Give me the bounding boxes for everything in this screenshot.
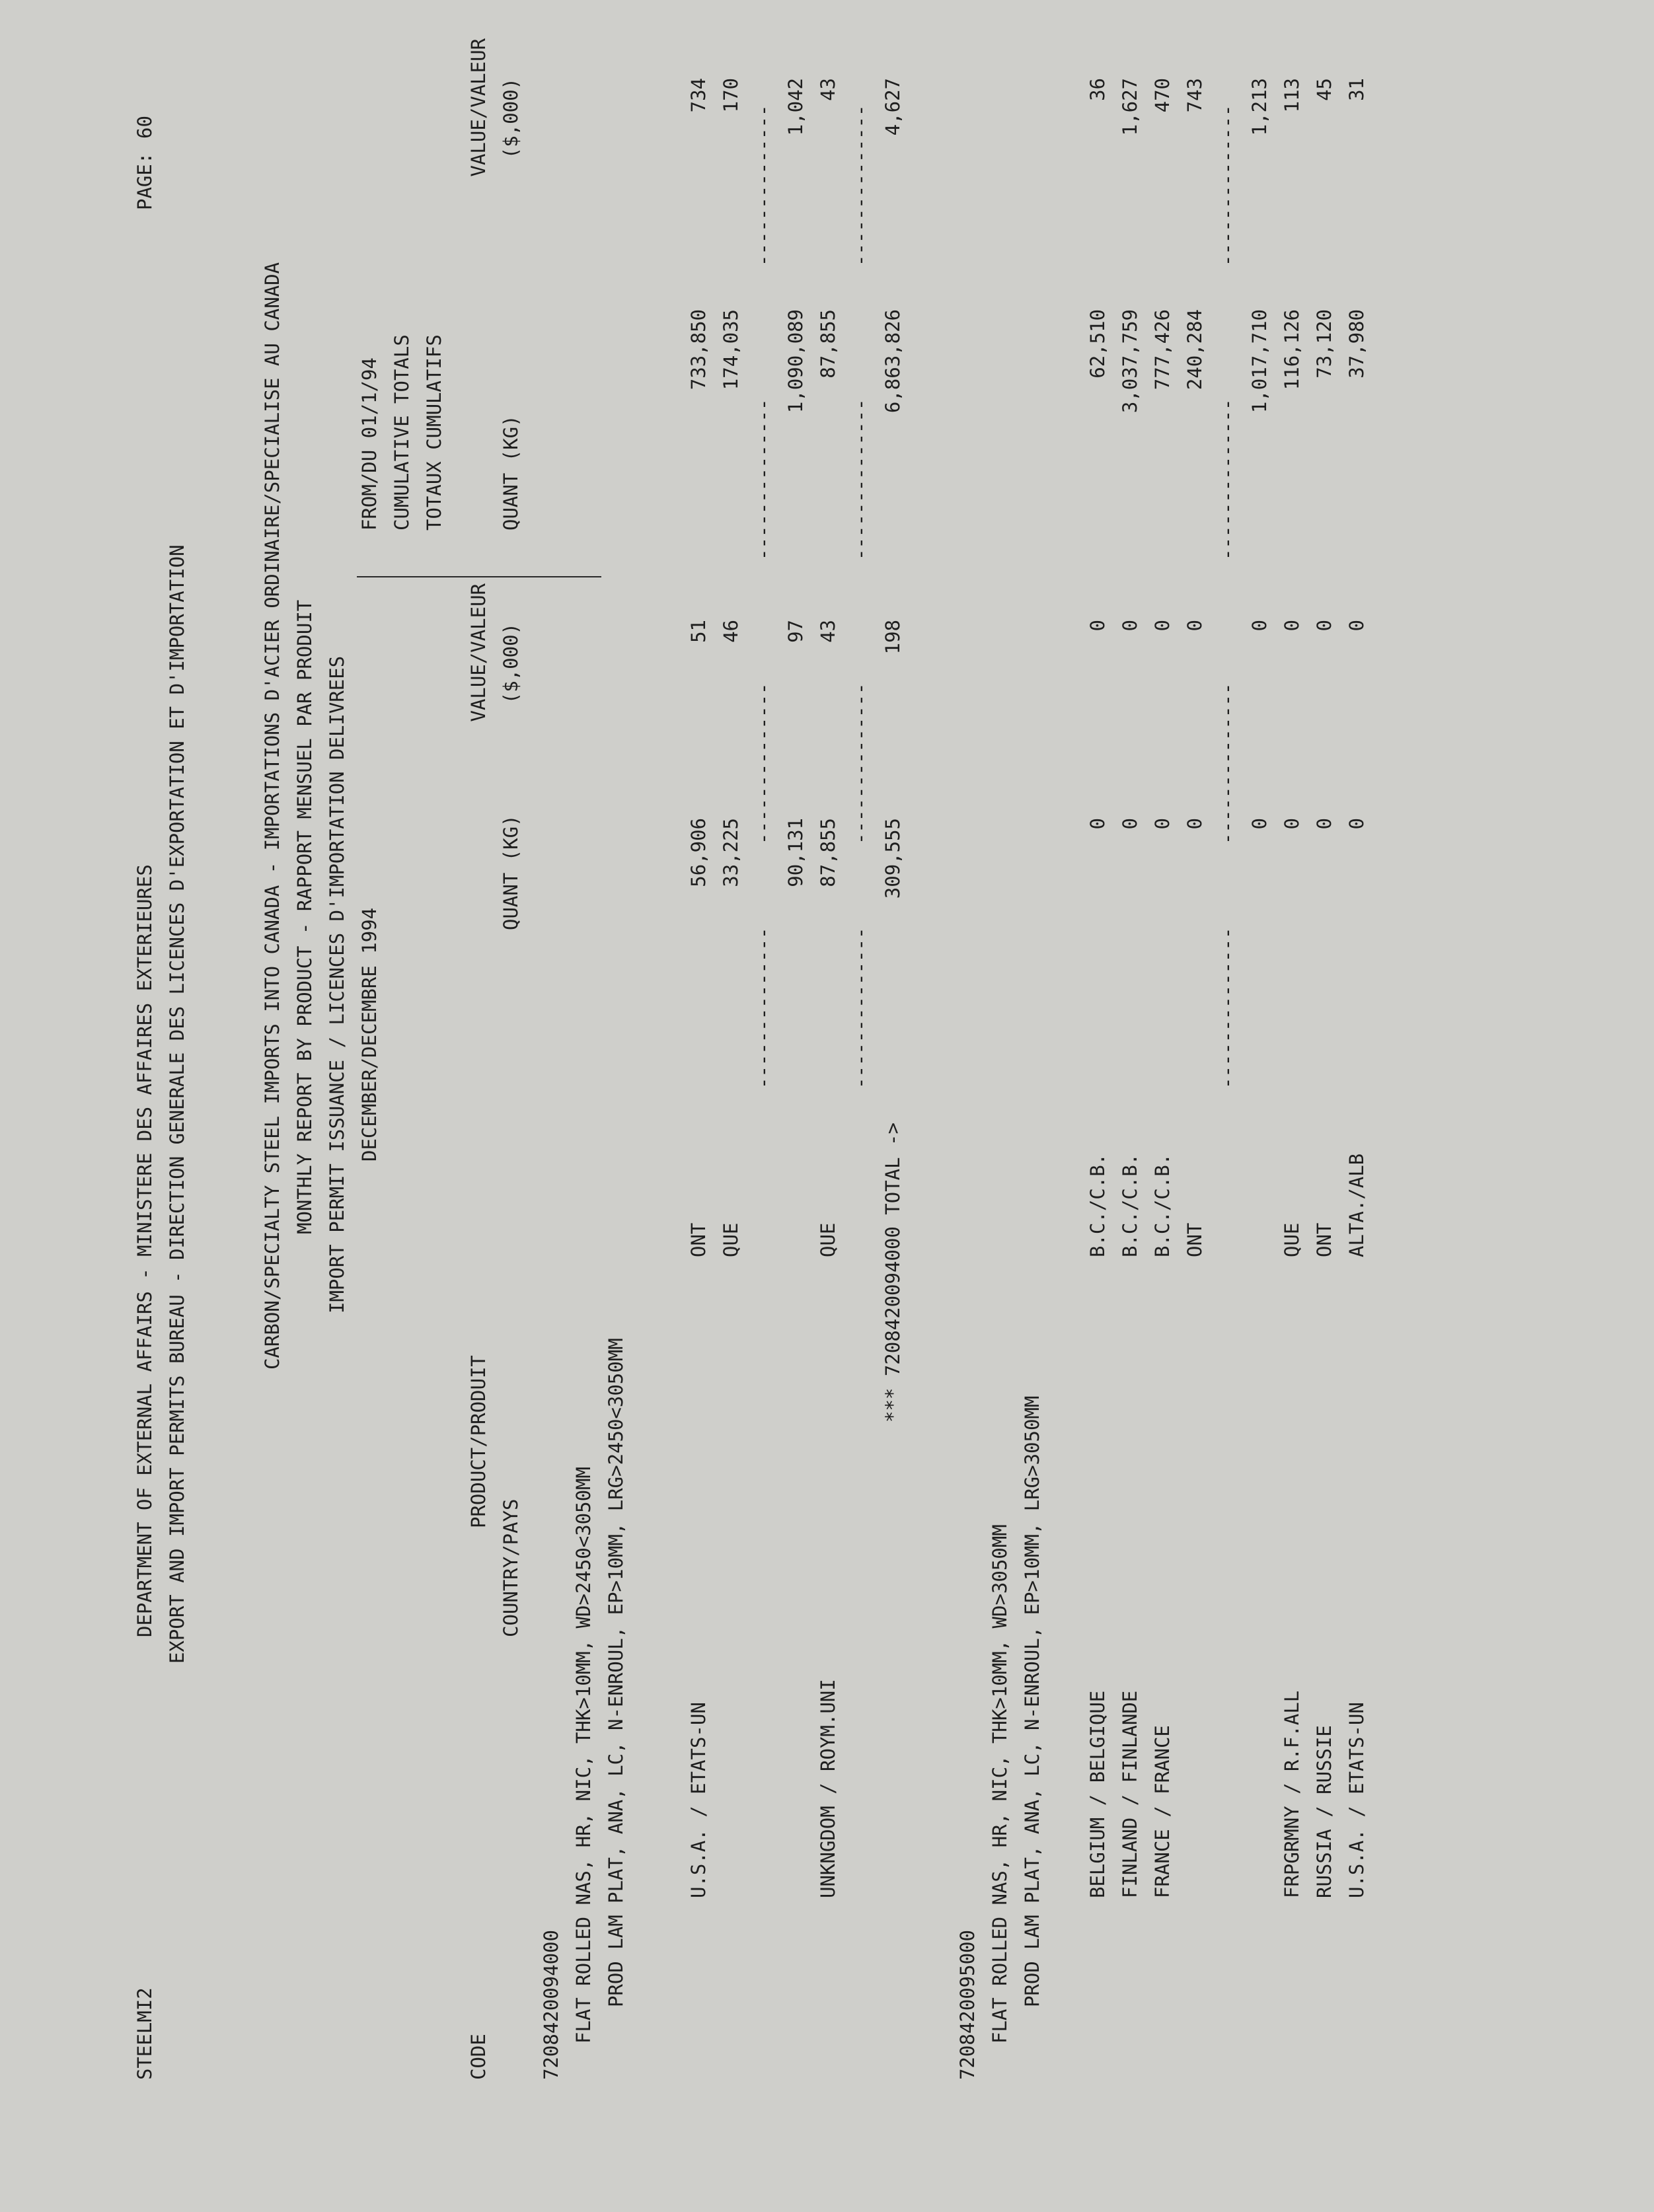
total-cum-quant: 6,863,826 — [882, 309, 904, 414]
col-code: CODE — [467, 2034, 490, 2080]
cum-value-cell: 470 — [1151, 78, 1174, 113]
cum-value-cell: 113 — [1281, 78, 1303, 113]
separator: -------------- — [849, 927, 872, 1089]
country-cell: BELGIUM / BELGIQUE — [1086, 1690, 1109, 1898]
cumulative-from: FROM/DU 01/1/94 — [358, 357, 381, 531]
title-line-2: MONTHLY REPORT BY PRODUCT - RAPPORT MENSUEL PAR PRODUIT — [293, 599, 316, 1234]
province-cell: QUE — [817, 1222, 839, 1257]
col-product: PRODUCT/PRODUIT — [467, 1355, 490, 1528]
country-cell: FRANCE / FRANCE — [1151, 1725, 1174, 1898]
cum-quant-cell: 37,980 — [1345, 309, 1368, 379]
cum-quant-cell: 777,426 — [1151, 309, 1174, 390]
subtotal-quant: 0 — [1248, 818, 1271, 830]
quant-cell: 0 — [1151, 818, 1174, 830]
col-quant-cum: QUANT (KG) — [500, 415, 522, 531]
province-cell: ALTA./ALB — [1345, 1153, 1368, 1257]
cum-quant-cell: 240,284 — [1184, 309, 1206, 390]
col-value-cum: VALUE/VALEUR — [467, 38, 490, 177]
cum-value-cell: 43 — [817, 78, 839, 101]
separator: -------------- — [1216, 682, 1238, 844]
quant-cell: 33,225 — [720, 818, 742, 887]
subtotal-cum-value: 1,213 — [1248, 78, 1271, 136]
province-cell: B.C./C.B. — [1119, 1153, 1141, 1257]
title-line-3: IMPORT PERMIT ISSUANCE / LICENCES D'IMPORTATION DELIVREES — [326, 655, 348, 1313]
separator: -------------- — [849, 398, 872, 560]
quant-cell: 0 — [1281, 818, 1303, 830]
quant-cell: 56,906 — [687, 818, 710, 887]
province-cell: QUE — [1281, 1222, 1303, 1257]
cum-quant-cell: 62,510 — [1086, 309, 1109, 379]
subtotal-cum-value: 1,042 — [784, 78, 807, 136]
quant-cell: 0 — [1313, 818, 1335, 830]
value-cell: 0 — [1184, 620, 1206, 632]
quant-cell: 0 — [1345, 818, 1368, 830]
quant-cell: 87,855 — [817, 818, 839, 887]
separator: -------------- — [752, 104, 774, 266]
cum-quant-cell: 87,855 — [817, 309, 839, 379]
header-line-1: DEPARTMENT OF EXTERNAL AFFAIRS - MINISTERE DES AFFAIRES EXTERIEURES — [133, 864, 156, 1637]
cumulative-divider — [357, 576, 601, 577]
value-cell: 0 — [1313, 620, 1335, 632]
cum-value-cell: 1,627 — [1119, 78, 1141, 136]
province-cell: ONT — [687, 1222, 710, 1257]
cum-quant-cell: 116,126 — [1281, 309, 1303, 390]
province-cell: B.C./C.B. — [1151, 1153, 1174, 1257]
cum-quant-cell: 733,850 — [687, 309, 710, 390]
separator: -------------- — [1216, 104, 1238, 266]
cum-value-cell: 170 — [720, 78, 742, 113]
cum-value-cell: 734 — [687, 78, 710, 113]
subtotal-quant: 90,131 — [784, 818, 807, 887]
value-cell: 0 — [1086, 620, 1109, 632]
report-period: DECEMBER/DECEMBRE 1994 — [358, 907, 381, 1161]
value-cell: 0 — [1151, 620, 1174, 632]
subtotal-cum-quant: 1,017,710 — [1248, 309, 1271, 414]
value-cell: 0 — [1281, 620, 1303, 632]
separator: -------------- — [1216, 398, 1238, 560]
separator: -------------- — [849, 104, 872, 266]
country-cell: U.S.A. / ETATS-UN — [687, 1702, 710, 1898]
col-quant-month: QUANT (KG) — [500, 815, 522, 930]
product-desc-fr: PROD LAM PLAT, ANA, LC, N-ENROUL, EP>10MM, LRG>3050MM — [1021, 1395, 1043, 2007]
subtotal-value: 97 — [784, 620, 807, 643]
value-cell: 0 — [1119, 620, 1141, 632]
cumulative-totals: CUMULATIVE TOTALS — [391, 334, 413, 531]
cum-quant-cell: 3,037,759 — [1119, 309, 1141, 414]
page-label: PAGE: — [133, 152, 156, 210]
cum-value-cell: 743 — [1184, 78, 1206, 113]
report-id: STEELMI2 — [133, 1987, 156, 2080]
separator: -------------- — [1216, 927, 1238, 1089]
col-country: COUNTRY/PAYS — [500, 1498, 522, 1637]
col-value-month: VALUE/VALEUR — [467, 583, 490, 722]
province-cell: B.C./C.B. — [1086, 1153, 1109, 1257]
product-desc-en: FLAT ROLLED NAS, HR, NIC, THK>10MM, WD>2450<3050MM — [572, 1467, 595, 2044]
separator: -------------- — [752, 927, 774, 1089]
col-value-month-unit: ($,000) — [500, 623, 522, 704]
country-cell: FINLAND / FINLANDE — [1119, 1690, 1141, 1898]
country-cell: UNKNGDOM / ROYM.UNI — [817, 1679, 839, 1898]
total-quant: 309,555 — [882, 818, 904, 899]
quant-cell: 0 — [1086, 818, 1109, 830]
title-line-1: CARBON/SPECIALTY STEEL IMPORTS INTO CANADA - IMPORTATIONS D'ACIER ORDINAIRE/SPECIALISE AU CANADA — [261, 262, 283, 1370]
province-cell: ONT — [1313, 1222, 1335, 1257]
header-line-2: EXPORT AND IMPORT PERMITS BUREAU - DIRECTION GENERALE DES LICENCES D'EXPORTATION ET D'IMPORTATION — [166, 544, 188, 1664]
country-cell: U.S.A. / ETATS-UN — [1345, 1702, 1368, 1898]
quant-cell: 0 — [1119, 818, 1141, 830]
total-value: 198 — [882, 620, 904, 655]
cum-quant-cell: 174,035 — [720, 309, 742, 390]
col-value-cum-unit: ($,000) — [500, 78, 522, 159]
subtotal-cum-quant: 1,090,089 — [784, 309, 807, 414]
cum-value-cell: 31 — [1345, 78, 1368, 101]
cum-quant-cell: 73,120 — [1313, 309, 1335, 379]
quant-cell: 0 — [1184, 818, 1206, 830]
country-cell: FRPGRMNY / R.F.ALL — [1281, 1690, 1303, 1898]
cum-value-cell: 45 — [1313, 78, 1335, 101]
country-cell: RUSSIA / RUSSIE — [1313, 1725, 1335, 1898]
total-label: *** 7208420094000 TOTAL -> — [882, 1123, 904, 1422]
page-number: 60 — [133, 116, 156, 139]
value-cell: 51 — [687, 620, 710, 643]
cumulative-totals-fr: TOTAUX CUMULATIFS — [423, 334, 445, 531]
separator: -------------- — [752, 398, 774, 560]
product-code: 7208420094000 — [540, 1930, 562, 2080]
separator: -------------- — [752, 682, 774, 844]
product-code: 7208420095000 — [956, 1930, 979, 2080]
value-cell: 46 — [720, 620, 742, 643]
value-cell: 0 — [1345, 620, 1368, 632]
subtotal-value: 0 — [1248, 620, 1271, 632]
value-cell: 43 — [817, 620, 839, 643]
product-desc-fr: PROD LAM PLAT, ANA, LC, N-ENROUL, EP>10MM, LRG>2450<3050MM — [605, 1338, 627, 2007]
province-cell: ONT — [1184, 1222, 1206, 1257]
total-cum-value: 4,627 — [882, 78, 904, 136]
province-cell: QUE — [720, 1222, 742, 1257]
cum-value-cell: 36 — [1086, 78, 1109, 101]
product-desc-en: FLAT ROLLED NAS, HR, NIC, THK>10MM, WD>3050MM — [989, 1524, 1011, 2044]
separator: -------------- — [849, 682, 872, 844]
